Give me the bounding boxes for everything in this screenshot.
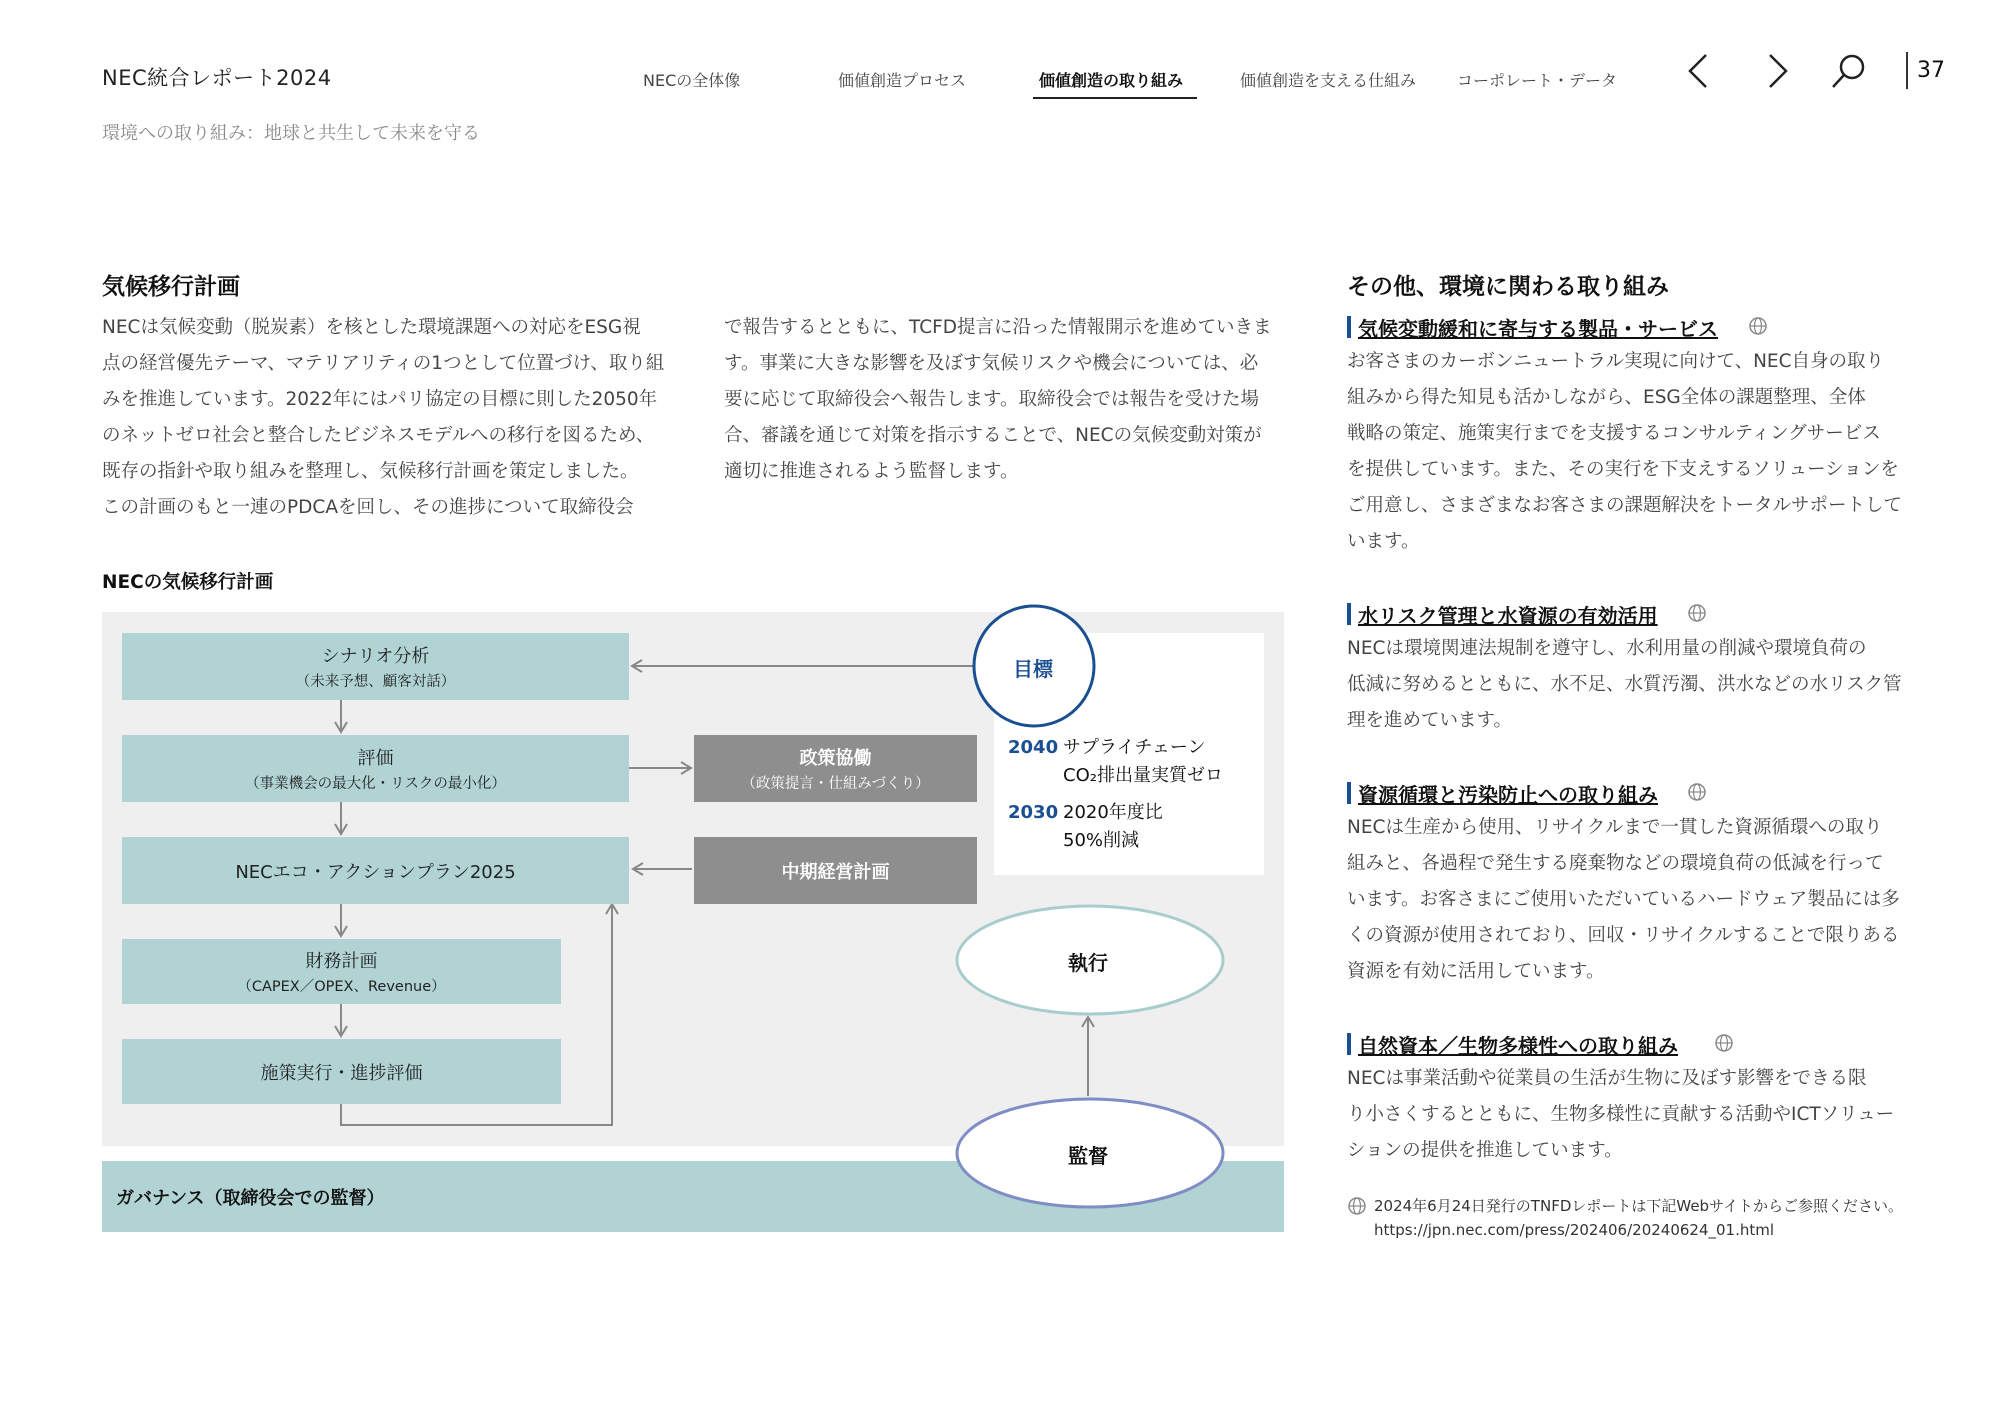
text-line: 戦略の策定、施策実行までを支援するコンサルティングサービス: [1347, 423, 1881, 444]
text-line: で報告するとともに、TCFD提言に沿った情報開示を進めていきま: [724, 317, 1272, 338]
link-climate-mitigation[interactable]: 気候変動緩和に寄与する製品・サービス: [1358, 317, 1718, 341]
link-water-risk[interactable]: 水リスク管理と水資源の有効活用: [1358, 604, 1658, 628]
breadcrumb: 環境への取り組み：地球と共生して未来を守る: [102, 123, 480, 144]
box-evaluation-main: 評価: [357, 748, 394, 769]
globe-icon[interactable]: [1748, 316, 1768, 336]
text-line: NECは事業活動や従業員の生活が生物に及ぼす影響をできる限: [1347, 1068, 1867, 1089]
supervise-label: 監督: [1068, 1144, 1108, 1168]
text-line: 点の経営優先テーマ、マテリアリティの1つとして位置づけ、取り組: [102, 353, 665, 374]
target-year-2040: 2040: [1008, 737, 1059, 758]
box-policy-main: 政策協働: [799, 748, 872, 769]
climate-plan-heading: 気候移行計画: [102, 274, 240, 300]
text-line: お客さまのカーボンニュートラル実現に向けて、NEC自身の取り: [1347, 351, 1885, 372]
globe-icon[interactable]: [1714, 1033, 1734, 1053]
section-marker: [1347, 603, 1351, 625]
target-year-2030: 2030: [1008, 802, 1059, 823]
text-line: 低減に努めるとともに、水不足、水質汚濁、洪水などの水リスク管: [1347, 674, 1902, 695]
tab-value-creation-initiatives[interactable]: 価値創造の取り組み: [1039, 71, 1184, 90]
natural-capital-text: [1347, 1061, 1894, 1169]
box-eco-plan-main: NECエコ・アクションプラン2025: [235, 861, 516, 883]
text-line: います。: [1347, 531, 1420, 552]
globe-icon: [1347, 1196, 1367, 1216]
tab-value-creation-framework[interactable]: 価値創造を支える仕組み: [1240, 71, 1417, 90]
text-line: 理を進めています。: [1347, 710, 1513, 731]
text-line: 合、審議を通じて対策を指示することで、NECの気候変動対策が: [724, 425, 1262, 446]
tab-value-creation-process[interactable]: 価値創造プロセス: [838, 71, 967, 90]
text-line: を提供しています。また、その実行を下支えするソリューションを: [1347, 459, 1899, 480]
text-line: 要に応じて取締役会へ報告します。取締役会では報告を受けた場: [724, 389, 1260, 410]
governance-label: ガバナンス（取締役会での監督）: [116, 1188, 385, 1209]
box-scenario-sub: （未来予想、顧客対話）: [295, 674, 456, 690]
section-marker: [1347, 1033, 1351, 1055]
goal-label: 目標: [1013, 657, 1053, 681]
text-line: 資源を有効に活用しています。: [1347, 961, 1605, 982]
water-risk-text: [1347, 631, 1902, 739]
text-line: 既存の指針や取り組みを整理し、気候移行計画を策定しました。: [102, 461, 639, 482]
other-initiatives-heading: その他、環境に関わる取り組み: [1347, 274, 1669, 300]
execute-label: 執行: [1068, 951, 1108, 975]
tnfd-report-link[interactable]: https://jpn.nec.com/press/202406/20240624_01.html: [1374, 1221, 1775, 1239]
text-line: みを推進しています。2022年にはパリ協定の目標に則した2050年: [102, 389, 658, 410]
diagram-title: NECの気候移行計画: [102, 572, 274, 593]
text-line: 適切に推進されるよう監督します。: [724, 461, 1019, 482]
text-line: り小さくするとともに、生物多様性に貢献する活動やICTソリュー: [1347, 1104, 1895, 1125]
target-2030-line2: 50%削減: [1063, 830, 1140, 851]
text-line: 組みから得た知見も活かしながら、ESG全体の課題整理、全体: [1347, 387, 1866, 408]
text-line: す。事業に大きな影響を及ぼす気候リスクや機会については、必: [724, 353, 1259, 374]
tab-nec-overview[interactable]: NECの全体像: [643, 71, 741, 90]
text-line: NECは環境関連法規制を遵守し、水利用量の削減や環境負荷の: [1347, 638, 1867, 659]
climate-mitigation-text: [1347, 344, 1902, 560]
text-line: います。お客さまにご使用いただいているハードウェア製品には多: [1347, 889, 1900, 910]
text-line: のネットゼロ社会と整合したビジネスモデルへの移行を図るため、: [102, 425, 655, 446]
box-finance-sub: （CAPEX／OPEX、Revenue）: [237, 979, 446, 995]
text-line: くの資源が使用されており、回収・リサイクルすることで限りある: [1347, 925, 1900, 946]
page-number: 37: [1917, 58, 1945, 83]
box-execution-review-main: 施策実行・進捗評価: [260, 1062, 423, 1084]
text-line: ご用意し、さまざまなお客さまの課題解決をトータルサポートして: [1347, 495, 1903, 516]
text-line: 組みと、各過程で発生する廃棄物などの環境負荷の低減を行って: [1347, 853, 1884, 874]
box-evaluation-sub: （事業機会の最大化・リスクの最小化）: [245, 776, 506, 792]
box-scenario-main: シナリオ分析: [321, 646, 430, 667]
box-midterm-main: 中期経営計画: [781, 861, 890, 883]
tab-corporate-data[interactable]: コーポレート・データ: [1457, 71, 1618, 90]
text-line: この計画のもと一連のPDCAを回し、その進捗について取締役会: [102, 497, 634, 518]
box-finance-main: 財務計画: [305, 951, 378, 972]
target-2040-line2: CO₂排出量実質ゼロ: [1063, 765, 1223, 786]
tnfd-note: [1374, 1194, 1903, 1242]
globe-icon[interactable]: [1687, 603, 1707, 623]
link-natural-capital[interactable]: 自然資本／生物多様性への取り組み: [1358, 1034, 1678, 1058]
tnfd-note-text: 2024年6月24日発行のTNFDレポートは下記Webサイトからご参照ください。: [1374, 1197, 1904, 1215]
target-2040-line1: サプライチェーン: [1063, 737, 1206, 758]
section-marker: [1347, 316, 1351, 338]
text-line: ションの提供を推進しています。: [1347, 1140, 1623, 1161]
section-marker: [1347, 782, 1351, 804]
report-title: NEC統合レポート2024: [102, 66, 332, 90]
resource-circulation-text: [1347, 810, 1900, 990]
text-line: NECは生産から使用、リサイクルまで一貫した資源循環への取り: [1347, 817, 1883, 838]
box-policy-sub: （政策提言・仕組みづくり）: [741, 776, 930, 792]
globe-icon[interactable]: [1687, 782, 1707, 802]
link-resource-circulation[interactable]: 資源循環と汚染防止への取り組み: [1358, 783, 1658, 807]
text-line: NECは気候変動（脱炭素）を核とした環境課題への対応をESG視: [102, 317, 641, 338]
target-2030-line1: 2020年度比: [1063, 802, 1163, 823]
